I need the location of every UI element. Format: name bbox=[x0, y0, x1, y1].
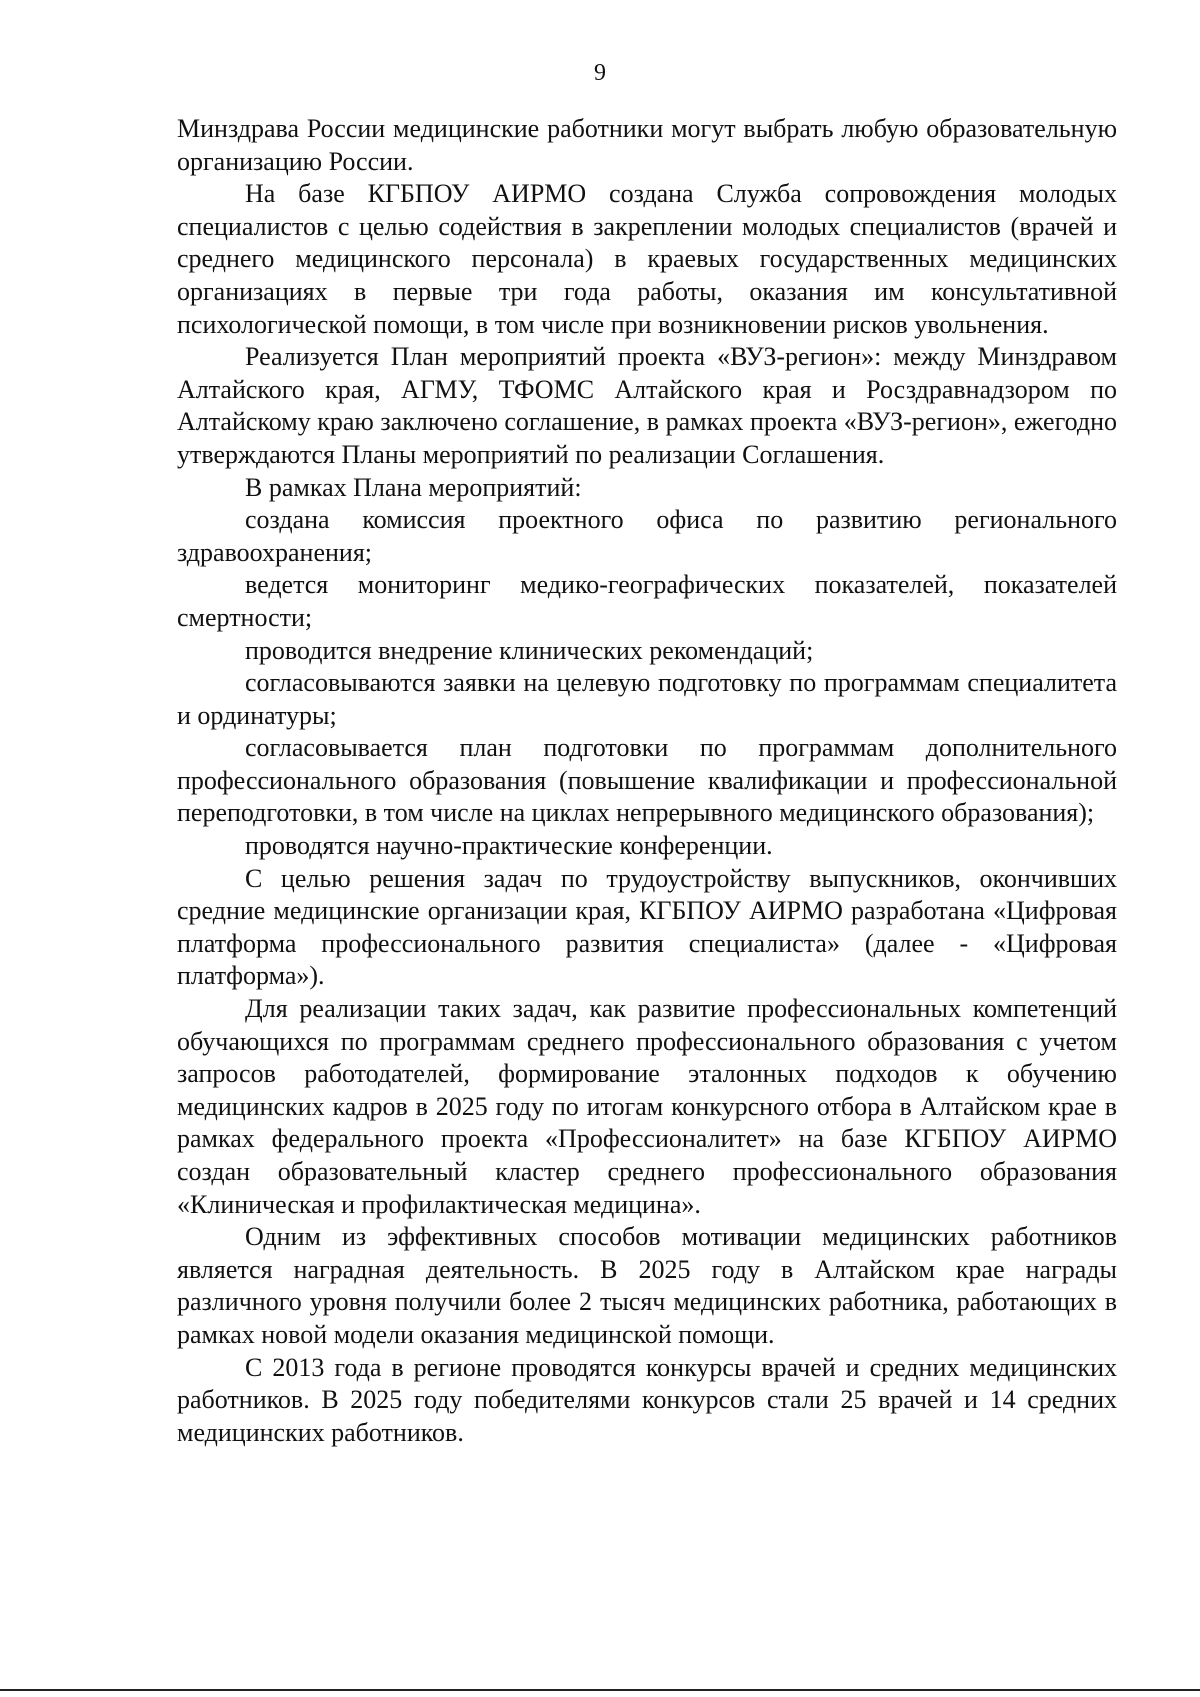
paragraph-educational-cluster: Для реализации таких задач, как развитие профессиональных компетенций обучающихся по программам среднего профессионального образования с учетом запросов работодателей, формирование эталонных подходов к обучению медицинских кадров в 2025 году по итогам конкурсного отбора в Алтайском крае в рамках федерального проекта «Профессионалитет» на базе КГБПОУ АИРМО создан образовательный кластер среднего профессионального образования «Клиническая и профилактическая медицина». bbox=[177, 994, 1117, 1219]
paragraph-awards: Одним из эффективных способов мотивации медицинских работников является наградная деятельность. В 2025 году в Алтайском крае награды различного уровня получили более 2 тысяч медицинских работника, работающих в рамках новой модели оказания медицинской помощи. bbox=[177, 1222, 1117, 1349]
list-item-clinical-recommendations: проводится внедрение клинических рекомендаций; bbox=[245, 635, 814, 665]
page-number: 9 bbox=[594, 60, 606, 86]
list-item-conferences: проводятся научно-практические конференции. bbox=[245, 831, 773, 861]
paragraph-continuation: Минздрава России медицинские работники могут выбрать любую образовательную организацию России. bbox=[177, 114, 1117, 176]
paragraph-contests: С 2013 года в регионе проводятся конкурсы врачей и средних медицинских работников. В 2025 году победителями конкурсов стали 25 врачей и 14 средних медицинских работников. bbox=[177, 1352, 1117, 1447]
list-item-additional-education: согласовывается план подготовки по программам дополнительного профессионального образования (повышение квалификации и профессиональной переподготовки, в том числе на циклах непрерывного медицинского образования); bbox=[177, 733, 1117, 828]
paragraph-support-service: На базе КГБПОУ АИРМО создана Служба сопровождения молодых специалистов с целью содействия в закреплении молодых специалистов (врачей и среднего медицинского персонала) в краевых государственных медицинских организациях в первые три года работы, оказания им консультативной психологической помощи, в том числе при возникновении рисков увольнения. bbox=[177, 179, 1117, 339]
document-body bbox=[177, 113, 1117, 1449]
list-item-targeted-training: согласовываются заявки на целевую подготовку по программам специалитета и ординатуры; bbox=[177, 668, 1117, 730]
paragraph-vuz-region-plan: Реализуется План мероприятий проекта «ВУЗ-регион»: между Минздравом Алтайского края, АГМУ, ТФОМС Алтайского края и Росздравнадзором по Алтайскому краю заключено соглашение, в рамках проекта «ВУЗ-регион», ежегодно утверждаются Планы мероприятий по реализации Соглашения. bbox=[177, 342, 1117, 469]
paragraph-plan-intro: В рамках Плана мероприятий: bbox=[245, 472, 582, 502]
scan-edge-line bbox=[0, 1689, 1200, 1691]
list-item-monitoring: ведется мониторинг медико-географических показателей, показателей смертности; bbox=[177, 570, 1117, 632]
paragraph-digital-platform: С целью решения задач по трудоустройству выпускников, окончивших средние медицинские организации края, КГБПОУ АИРМО разработана «Цифровая платформа профессионального развития специалиста» (далее - «Цифровая платформа»). bbox=[177, 863, 1117, 991]
list-item-commission: создана комиссия проектного офиса по развитию регионального здравоохранения; bbox=[177, 505, 1117, 567]
